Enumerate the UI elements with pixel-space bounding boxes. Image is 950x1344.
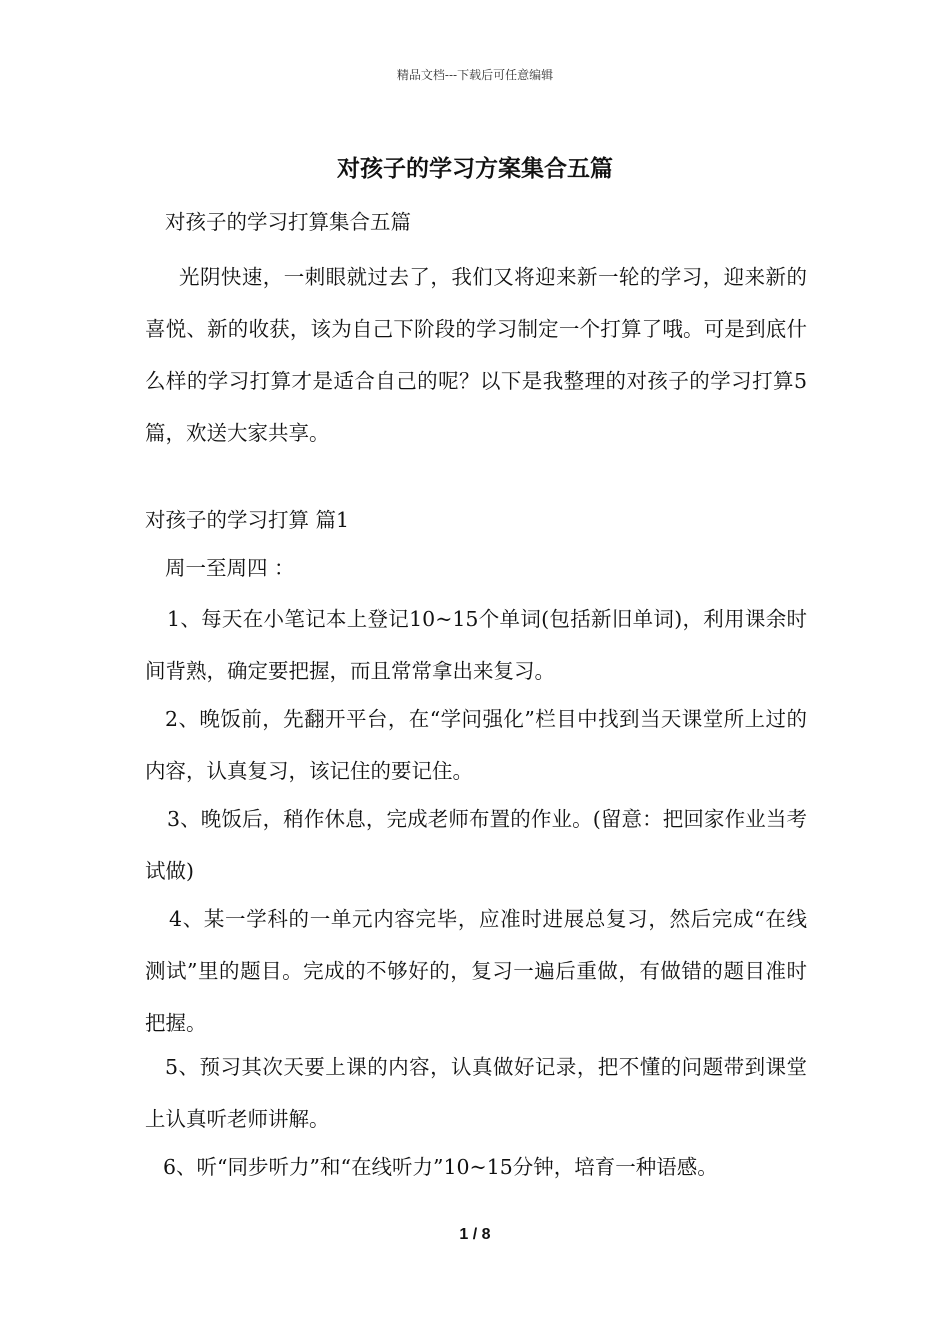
header-note: 精品文档---下载后可任意编辑 (396, 68, 554, 82)
list-item: 1、每天在小笔记本上登记10~15个单词(包括新旧单词)，利用课余时间背熟，确定要把握，而且常常拿出来复习。 (145, 607, 807, 683)
list-item: 3、晚饭后，稍作休息，完成老师布置的作业。(留意：把回家作业当考试做) (145, 807, 807, 883)
document-title: 对孩子的学习方案集合五篇 (337, 155, 613, 182)
schedule-label: 周一至周四 ： (165, 556, 295, 580)
list-item: 5、预习其次天要上课的内容，认真做好记录，把不懂的问题带到课堂上认真听老师讲解。 (145, 1055, 807, 1131)
list-item: 6、听“同步听力”和“在线听力”10~15分钟，培育一种语感。 (163, 1155, 718, 1179)
list-item: 2、晚饭前，先翻开平台，在“学问强化”栏目中找到当天课堂所上过的内容，认真复习，该记住的要记住。 (145, 707, 807, 783)
page-indicator: 1 / 8 (459, 1226, 491, 1243)
document-subtitle: 对孩子的学习打算集合五篇 (165, 210, 411, 234)
intro-paragraph: 光阴快速，一刺眼就过去了，我们又将迎来新一轮的学习，迎来新的喜悦、新的收获，该为自己下阶段的学习制定一个打算了哦。可是到底什么样的学习打算才是适合自己的呢？以下是我整理的对孩子的学习打算5篇，欢送大家共享。 (145, 265, 807, 445)
list-item: 4、某一学科的一单元内容完毕，应准时进展总复习，然后完成“在线测试”里的题目。完成的不够好的，复习一遍后重做，有做错的题目准时把握。 (145, 907, 807, 1035)
section-heading: 对孩子的学习打算 篇1 (145, 508, 350, 532)
